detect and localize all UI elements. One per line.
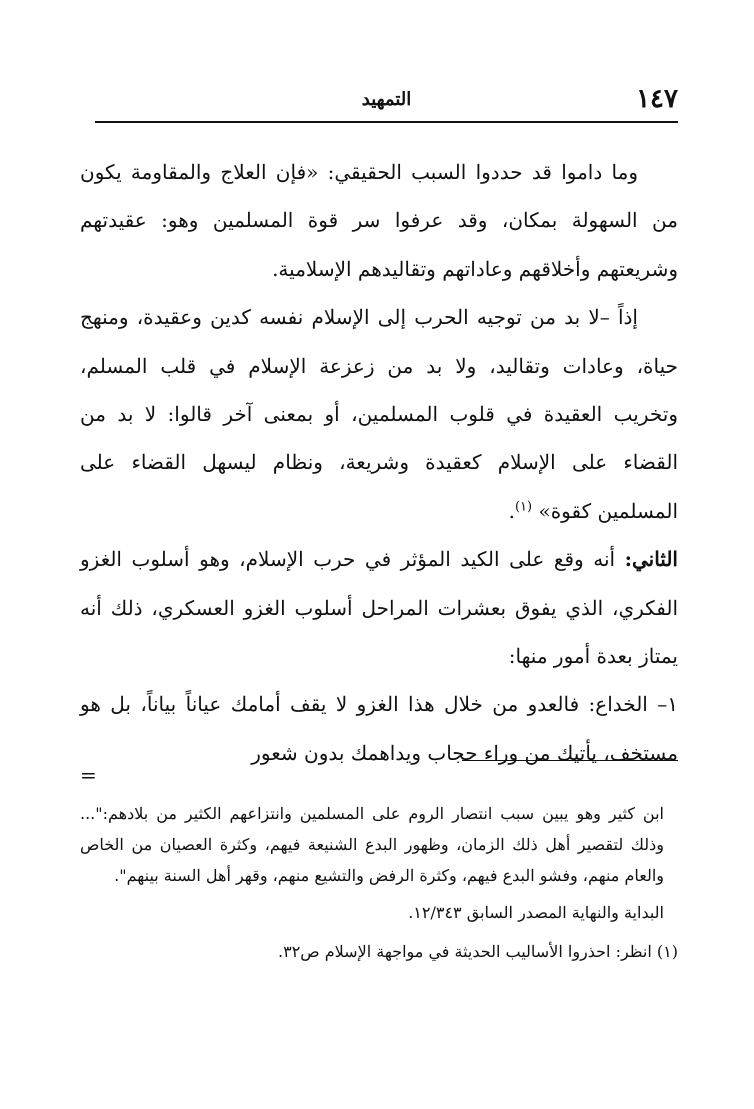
footnote-ref-1: (١) xyxy=(514,499,533,515)
footnotes xyxy=(80,798,678,967)
header-rule xyxy=(95,121,678,123)
paragraph-2-text: إذاً –لا بد من توجيه الحرب إلى الإسلام نفسه كدين وعقيدة، ومنهج حياة، وعادات وتقاليد، ولا بد من زعزعة الإسلام في قلب المسلم، وتخريب العقيدة في قلوب المسلمين، أو بمعنى آخر قالوا: لا بد من القضاء على الإسلام كعقيدة وشريعة، ونظام ليسهل القضاء على المسلمين كقوة» xyxy=(80,305,678,523)
running-title: التمهيد xyxy=(361,89,412,110)
page-header xyxy=(95,82,678,118)
footnote-separator xyxy=(462,760,678,761)
paragraph-3 xyxy=(80,535,678,680)
footnote-continued-text: ابن كثير وهو يبين سبب انتصار الروم على المسلمين وانتزاعهم الكثير من بلادهم:"... وذلك لتقصير أهل ذلك الزمان، وظهور البدع الشنيعة فيهم، وكثرة العصيان من الخاص والعام منهم، وفشو البدع فيهم، وكثرة الرفض والتشيع منهم، وقهر أهل السنة بينهم". xyxy=(80,804,664,885)
paragraph-3-text: أنه وقع على الكيد المؤثر في حرب الإسلام، وهو أسلوب الغزو الفكري، الذي يفوق بعشرات المراحل أسلوب الغزو العسكري، ذلك أنه يمتاز بعدة أمور منها: xyxy=(80,547,678,669)
main-text xyxy=(80,148,678,777)
paragraph-2 xyxy=(80,293,678,535)
footnote-1: (١) انظر: احذروا الأساليب الحديثة في مواجهة الإسلام ص٣٢. xyxy=(278,942,678,961)
page-number: ١٤٧ xyxy=(636,84,678,114)
paragraph-1: وما داموا قد حددوا السبب الحقيقي: «فإن العلاج والمقاومة يكون من السهولة بمكان، وقد عرفوا سر قوة المسلمين وهو: عقيدتهم وشريعتهم وأخلاقهم وعاداتهم وتقاليدهم الإسلامية. xyxy=(80,160,678,281)
paragraph-3-lead: الثاني: xyxy=(624,547,678,572)
footnote-continuation-mark: = xyxy=(80,763,97,787)
footnote-continued-source: البداية والنهاية المصدر السابق ١٢/٣٤٣. xyxy=(408,903,664,922)
paragraph-4: ١– الخداع: فالعدو من خلال هذا الغزو لا يقف أمامك عياناً بياناً، بل هو مستخف، يأتيك من وراء حجاب ويداهمك بدون شعور xyxy=(80,692,678,765)
paragraph-2-end: . xyxy=(508,498,515,523)
